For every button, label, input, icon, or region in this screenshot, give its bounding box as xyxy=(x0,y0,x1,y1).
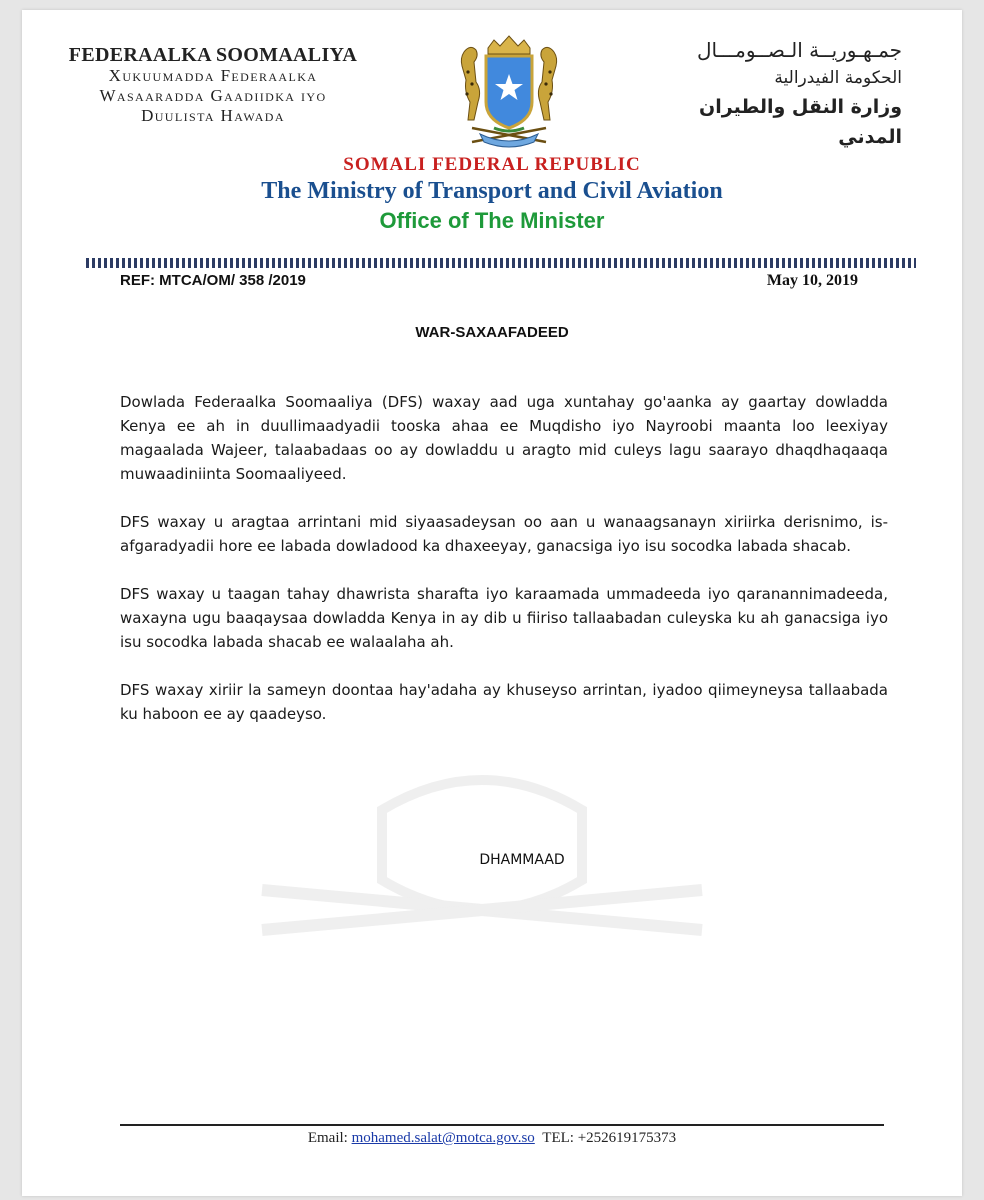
header-left-line4: Duulista Hawada xyxy=(141,106,285,125)
letter-body xyxy=(120,390,888,750)
title-ministry: The Ministry of Transport and Civil Aviation xyxy=(261,178,723,204)
letter-date: May 10, 2019 xyxy=(766,272,858,289)
reference-number: REF: MTCA/OM/ 358 /2019 xyxy=(120,272,306,289)
email-label: Email: xyxy=(307,1130,348,1146)
tel-number: +252619175373 xyxy=(577,1130,677,1146)
header-right-line2: الحكومة الفيدرالية xyxy=(774,68,902,88)
letter-page xyxy=(22,10,962,1196)
paragraph-1: Dowlada Federaalka Soomaaliya (DFS) waxay aad uga xuntahay go'aanka ay gaartay dowladda Kenya ee ah in duullimaadyadii tooska ahaa ee Muqdisho iyo Nayroobi maanta loo leexiyay magaalada Wajeer, talaabadaas oo ay dowladdu u aragto mid culeys lagu saarayo dhaqdhaqaaqa muwaadiniinta Soomaaliyeed. xyxy=(120,393,888,483)
document-heading: WAR-SAXAAFADEED xyxy=(415,324,569,341)
closing-text: DHAMMAAD xyxy=(479,852,565,868)
footer-divider xyxy=(120,1124,884,1126)
header-left-line2: Xukuumadda Federaalka xyxy=(108,66,318,85)
header-left-line1: FEDERAALKA SOOMAALIYA xyxy=(68,44,358,66)
header-arabic-block xyxy=(632,36,902,152)
header-right-line1: جمـهـوريــة الـصــومـــال xyxy=(696,38,902,62)
footer-contact xyxy=(22,1130,962,1147)
header-right-line3: وزارة النقل والطيران المدني xyxy=(699,96,902,148)
email-link[interactable]: mohamed.salat@motca.gov.so xyxy=(351,1130,535,1146)
title-republic: SOMALI FEDERAL REPUBLIC xyxy=(343,154,641,175)
paragraph-3: DFS waxay u taagan tahay dhawrista sharafta iyo karaamada ummadeeda iyo qaranannimadeeda, waxayna ugu baaqaysaa dowladda Kenya in ay dib u fiiriso tallaabadan culeyska ku ah ganacsiga iyo isu socodka labada shacab ee walaalaha ah. xyxy=(120,585,888,651)
header-divider xyxy=(86,258,916,268)
title-office: Office of The Minister xyxy=(379,208,605,233)
header-somali-block xyxy=(52,44,374,126)
paragraph-4: DFS waxay xiriir la sameyn doontaa hay'adaha ay khuseyso arrintan, iyadoo qiimeyneysa tallaabada ku haboon ee ay qaadeyso. xyxy=(120,681,888,723)
tel-label: TEL: xyxy=(542,1130,574,1146)
header-left-line3: Wasaaradda Gaadiidka iyo xyxy=(99,86,327,105)
somali-coat-of-arms-icon xyxy=(450,32,568,150)
paragraph-2: DFS waxay u aragtaa arrintani mid siyaasadeysan oo aan u wanaagsanayn xiriirka derisnimo, is-afgaradyadii hore ee labada dowladood ka dhaxeeyay, ganacsiga iyo isu socodka labada shacab. xyxy=(120,513,888,555)
